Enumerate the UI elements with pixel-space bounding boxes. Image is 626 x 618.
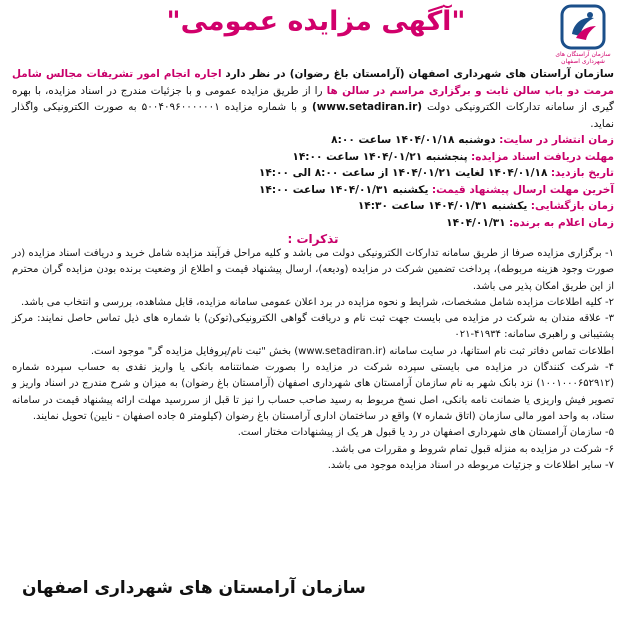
schedule-list <box>6 132 620 231</box>
signature-organization: سازمان آرامستان های شهرداری اصفهان <box>22 578 366 598</box>
schedule-row: تاریخ بازدید: ۱۴۰۴/۰۱/۱۸ لغایت ۱۴۰۴/۰۱/۲۱ از ساعت ۸:۰۰ الی ۱۴:۰۰ <box>258 167 614 179</box>
intro-paragraph: سازمان آراستان های شهرداری اصفهان (آرامستان باغ رضوان) در نظر دارد اجاره انجام امور تشریفات مجالس شامل مرمت دو باب سالن ثابت و برگزاری مراسم در سالن ها را از طریق مزایده عمومی و با جزئیات مندرج در اسناد مزایده، با بهره گیری از سامانه تدارکات الکترونیکی دولت (www.setadiran.ir) و با شماره مزایده ۵۰۰۴۰۹۶۰۰۰۰۰۰۱ به صورت الکترونیکی واگذار نماید. <box>12 68 614 130</box>
schedule-row: زمان اعلام به برنده: ۱۴۰۴/۰۱/۳۱ <box>446 216 614 229</box>
schedule-row: زمان انتشار در سایت: دوشنبه ۱۴۰۴/۰۱/۱۸ ساعت ۸:۰۰ <box>331 134 614 146</box>
note-item: ۳- علاقه مندان به شرکت در مزایده می بایست جهت ثبت نام و دریافت گواهی الکترونیکی(توکن) با شماره های ذیل تماس حاصل نمایند: مرکز پشتیبانی و راهبری سامانه: ۴۱۹۳۴-۰۲۱ <box>12 313 614 341</box>
notes-heading: تذکرات : <box>287 232 339 246</box>
intro-website: (www.setadiran.ir) <box>312 101 422 113</box>
header <box>6 4 620 65</box>
schedule-row: زمان بازگشایی: یکشنبه ۱۴۰۴/۰۱/۳۱ ساعت ۱۴:۳۰ <box>357 200 614 212</box>
note-item: ۲- کلیه اطلاعات مزایده شامل مشخصات، شرایط و نحوه مزایده در برد اعلان عمومی سامانه مزایده، قابل مشاهده، بررسی و انتخاب می باشد. <box>20 296 614 308</box>
notes-list <box>6 246 620 474</box>
note-item: ۶- شرکت در مزایده به منزله قبول تمام شروط و مقررات می باشد. <box>331 443 614 455</box>
schedule-row: آخرین مهلت ارسال پیشنهاد قیمت: یکشنبه ۱۴۰۴/۰۱/۳۱ ساعت ۱۴:۰۰ <box>258 183 614 196</box>
note-item: ۴- شرکت کنندگان در مزایده می بایستی سپرده شرکت در مزایده را بصورت ضمانتنامه بانکی یا واریز نقدی به حساب سپرده شماره (۱۰۰۱۰۰۰۶۵۲۹۱۲) نزد بانک شهر به نام سازمان آرامستان های شهرداری اصفهان (آرامستان باغ رضوان) به میزان و شرح مندرج در اسناد واریز و تصویر فیش واریزی یا ضمانت نامه بانکی، اصل نسخ مربوط به رسید صاحب حساب را نیز تا قبل از سررسید مهلت ارائه پیشنهاد قیمت در سامانه ستاد، به واحد امور مالی سازمان (اتاق شماره ۷) واقع در ساختمان اداری آرامستان باغ رضوان (کیلومتر ۵ جاده اصفهان - نایین) تحویل نمایند. <box>12 362 614 422</box>
note-item: ۱- برگزاری مزایده صرفا از طریق سامانه تدارکات الکترونیکی دولت می باشد و کلیه مراحل فرآیند مزایده شامل خرید و دریافت اسناد مزایده (در صورت وجود هزینه مربوطه)، پرداخت تضمین شرکت در مزایده (ودیعه)، ارسال پیشنهاد قیمت و اطلاع از وضعیت برنده بودن مزایده گران محترم از این طریق امکان پذیر می باشد. <box>12 248 614 292</box>
logo-emblem-icon <box>560 4 606 50</box>
note-item: ۷- سایر اطلاعات و جزئیات مربوطه در اسناد مزایده موجود می باشد. <box>327 459 614 471</box>
schedule-row: مهلت دریافت اسناد مزایده: پنجشنبه ۱۴۰۴/۰۱/۲۱ ساعت ۱۴:۰۰ <box>292 150 614 163</box>
note-item: اطلاعات تماس دفاتر ثبت نام استانها، در سایت سامانه (www.setadiran.ir) بخش "ثبت نام/پروفایل مزایده گر" موجود است. <box>90 345 614 357</box>
logo-caption: سازمان آراستگان های شهرداری اصفهان <box>555 51 611 65</box>
organization-logo <box>552 4 614 66</box>
intro-subject: اجاره انجام امور تشریفات مجالس شامل مرمت دو باب سالن ثابت و برگزاری مراسم در سالن ها <box>12 68 614 97</box>
notice-title: "آگهی مزایده عمومی" <box>166 6 466 37</box>
note-item: ۵- سازمان آرامستان های شهرداری اصفهان در رد یا قبول هر یک از پیشنهادات مختار است. <box>237 427 614 439</box>
